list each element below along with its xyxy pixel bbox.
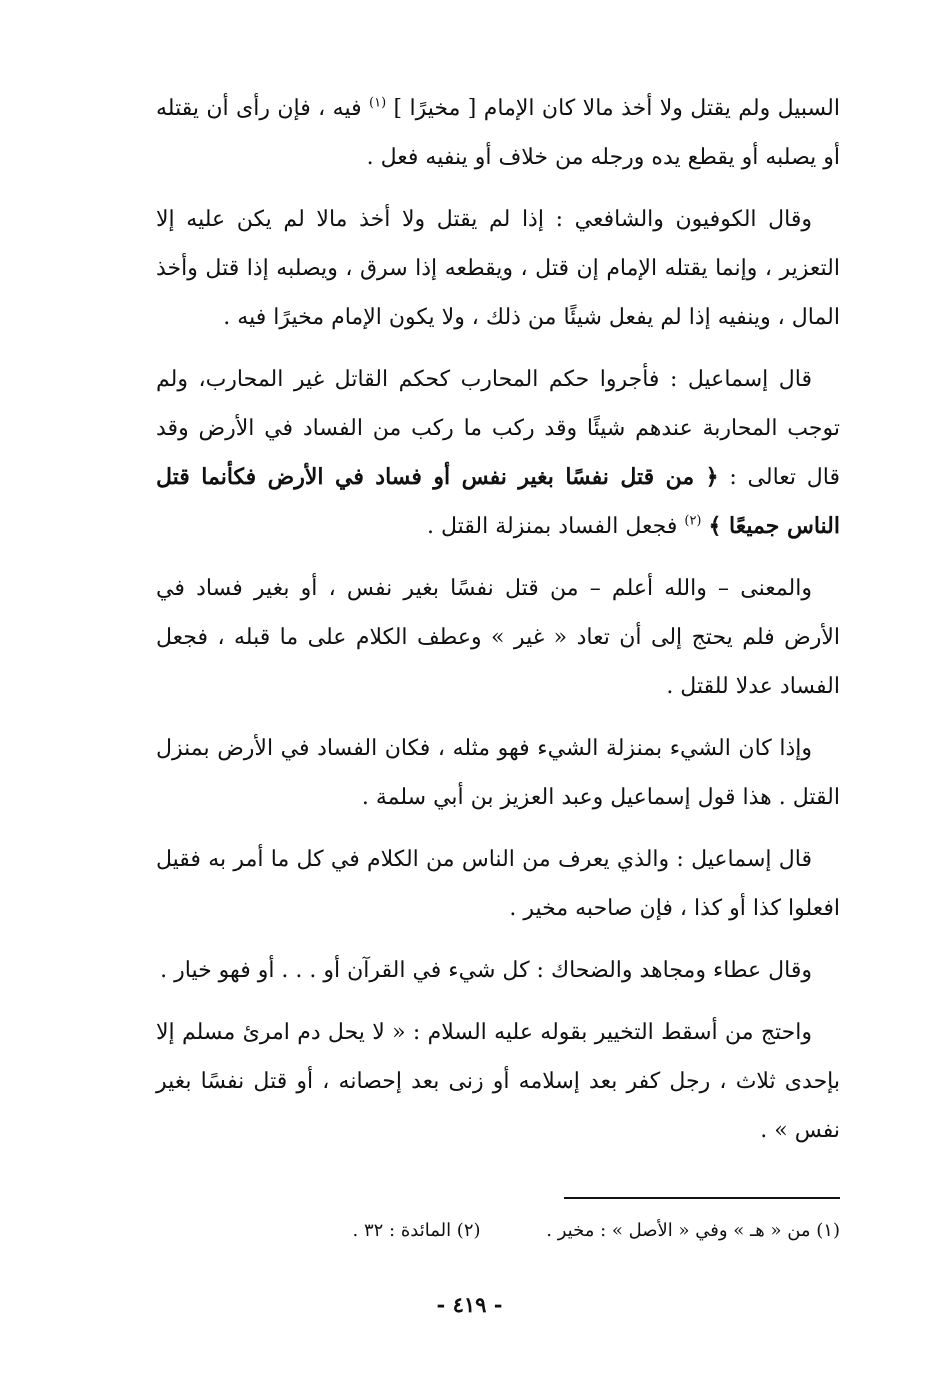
footnote-2: (٢) المائدة : ٣٢ . bbox=[352, 1220, 481, 1241]
paragraph-5-text: وإذا كان الشيء بمنزلة الشيء فهو مثله ، فكان الفساد في الأرض بمنزل القتل . هذا قول إسماعيل وعبد العزيز بن أبي سلمة . bbox=[156, 736, 840, 810]
paragraph-1 bbox=[156, 84, 840, 182]
paragraph-3-text-a: قال إسماعيل : فأجروا حكم المحارب كحكم القاتل غير المحارب، ولم توجب المحاربة عندهم شيئًا وقد ركب ما ركب من الفساد في الأرض وقد قال تعالى : bbox=[156, 367, 841, 490]
footnote-separator bbox=[564, 1197, 840, 1199]
quran-quote: ﴿ من قتل نفسًا بغير نفس أو فساد في الأرض فكأنما قتل الناس جميعًا ﴾ bbox=[156, 464, 840, 539]
main-text bbox=[156, 84, 840, 1168]
paragraph-1-text-a: السبيل ولم يقتل ولا أخذ مالا كان الإمام [ مخيرًا ] bbox=[386, 96, 840, 121]
paragraph-6 bbox=[156, 835, 840, 933]
footnote-ref-2: (٢) bbox=[684, 513, 702, 529]
paragraph-1-text-b: فيه ، فإن رأى أن يقتله أو يصلبه أو يقطع يده ورجله من خلاف أو ينفيه فعل . bbox=[156, 96, 840, 170]
footnotes bbox=[156, 1216, 840, 1246]
paragraph-3-text-b: فجعل الفساد بمنزلة القتل . bbox=[426, 514, 685, 539]
paragraph-2-text: وقال الكوفيون والشافعي : إذا لم يقتل ولا أخذ مالا لم يكن عليه إلا التعزير ، وإنما يقتله الإمام إن قتل ، ويقطعه إذا سرق ، ويصلبه إذا قتل وأخذ المال ، وينفيه إذا لم يفعل شيئًا من ذلك ، ولا يكون الإمام مخيرًا فيه . bbox=[156, 207, 840, 330]
paragraph-4-text: والمعنى – والله أعلم – من قتل نفسًا بغير نفس ، أو بغير فساد في الأرض فلم يحتج إلى أن تعاد « غير » وعطف الكلام على ما قبله ، فجعل الفساد عدلا للقتل . bbox=[156, 576, 840, 699]
paragraph-8 bbox=[156, 1008, 840, 1155]
footnote-1: (١) من « هـ » وفي « الأصل » : مخير . bbox=[546, 1220, 840, 1241]
paragraph-3 bbox=[156, 355, 840, 551]
paragraph-8-text: واحتج من أسقط التخيير بقوله عليه السلام : « لا يحل دم امرئ مسلم إلا بإحدى ثلاث ، رجل كفر بعد إسلامه أو زنى بعد إحصانه ، أو قتل نفسًا بغير نفس » . bbox=[156, 1020, 840, 1143]
paragraph-2 bbox=[156, 195, 840, 342]
paragraph-5 bbox=[156, 724, 840, 822]
paragraph-6-text: قال إسماعيل : والذي يعرف من الناس من الكلام في كل ما أمر به فقيل افعلوا كذا أو كذا ، فإن صاحبه مخير . bbox=[156, 847, 840, 921]
paragraph-7 bbox=[156, 946, 840, 995]
paragraph-7-text: وقال عطاء ومجاهد والضحاك : كل شيء في القرآن أو . . . أو فهو خيار . bbox=[160, 958, 812, 983]
footnote-ref-1: (١) bbox=[369, 95, 387, 111]
paragraph-4 bbox=[156, 564, 840, 711]
page-number: - ٤١٩ - bbox=[436, 1292, 503, 1317]
